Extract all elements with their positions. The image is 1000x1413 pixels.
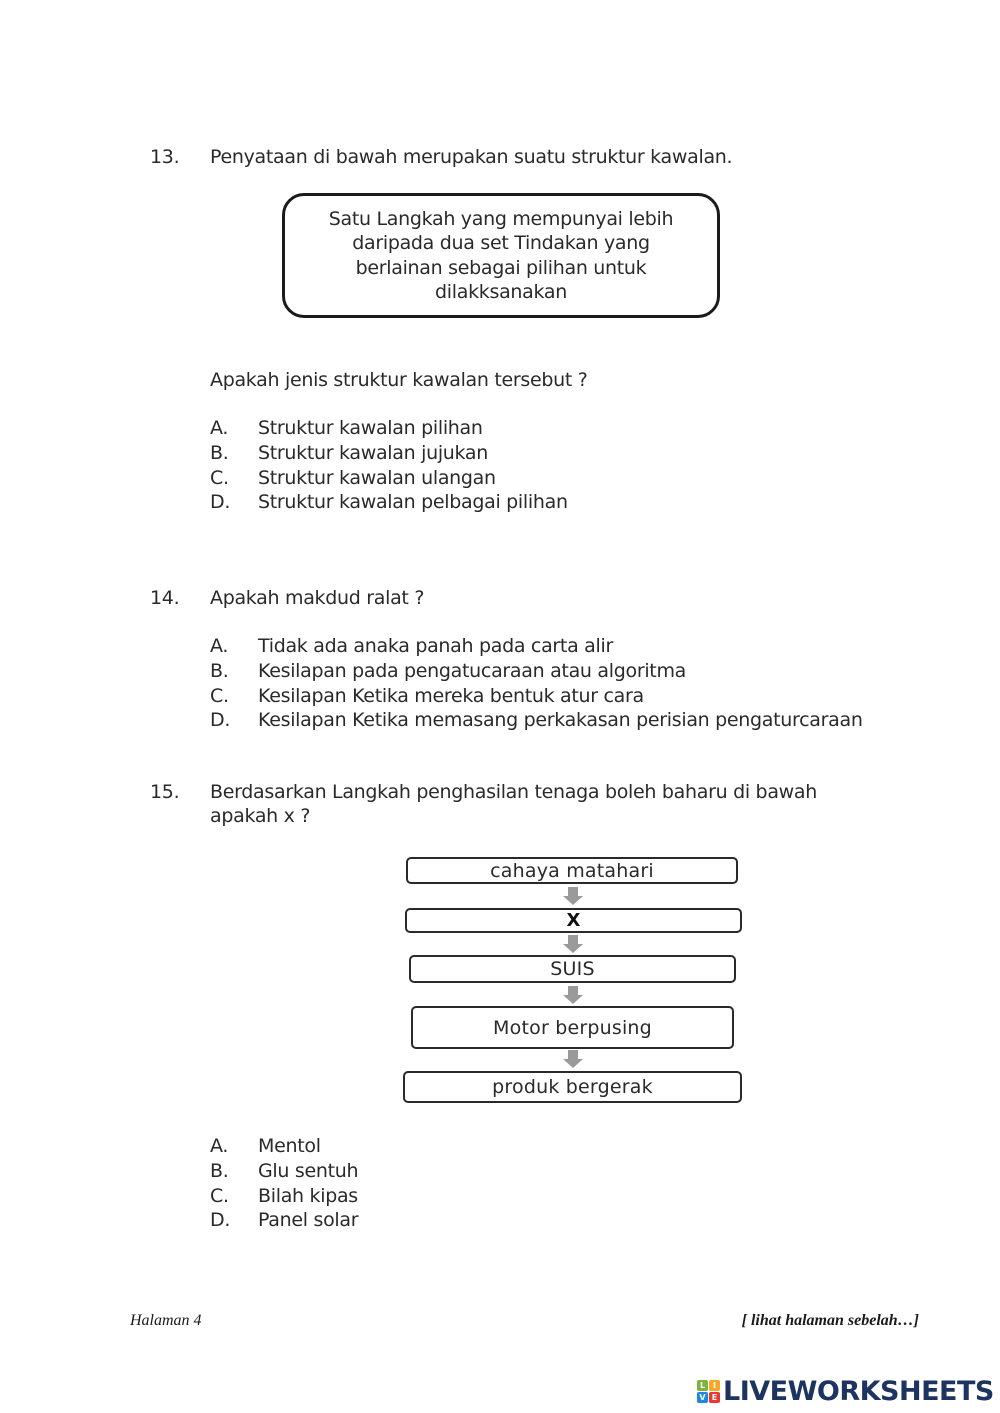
down-arrow-icon bbox=[563, 887, 583, 905]
question-13-number: 13. bbox=[150, 146, 180, 168]
liveworksheets-logo bbox=[697, 1378, 994, 1405]
logo-cell-i: I bbox=[709, 1380, 720, 1391]
logo-wordmark: LIVEWORKSHEETS bbox=[723, 1376, 994, 1407]
control-structure-statement-box bbox=[282, 193, 720, 318]
option-letter: D. bbox=[210, 709, 231, 731]
option-letter: A. bbox=[210, 1135, 229, 1157]
statement-line: Satu Langkah yang mempunyai lebih bbox=[328, 207, 674, 230]
question-15-number: 15. bbox=[150, 781, 180, 803]
option-letter: D. bbox=[210, 1209, 231, 1231]
question-13-stem: Penyataan di bawah merupakan suatu struktur kawalan. bbox=[210, 146, 733, 168]
down-arrow-icon bbox=[563, 935, 583, 953]
option-letter: D. bbox=[210, 491, 231, 513]
option-letter: C. bbox=[210, 467, 229, 489]
page-number-label: Halaman 4 bbox=[130, 1312, 202, 1329]
live-blocks-icon bbox=[697, 1380, 720, 1403]
logo-cell-l: L bbox=[697, 1380, 708, 1391]
option-d-text: Struktur kawalan pelbagai pilihan bbox=[258, 491, 568, 513]
flow-step-switch: SUIS bbox=[409, 955, 736, 983]
flow-step-motor: Motor berpusing bbox=[411, 1006, 734, 1049]
question-13-prompt: Apakah jenis struktur kawalan tersebut ? bbox=[210, 369, 588, 391]
down-arrow-icon bbox=[563, 986, 583, 1004]
down-arrow-icon bbox=[563, 1050, 583, 1068]
option-a-text: Tidak ada anaka panah pada carta alir bbox=[258, 635, 613, 657]
option-letter: A. bbox=[210, 417, 229, 439]
option-b-text: Glu sentuh bbox=[258, 1160, 359, 1182]
option-c-text: Kesilapan Ketika mereka bentuk atur cara bbox=[258, 685, 644, 707]
logo-cell-e: E bbox=[709, 1392, 720, 1403]
question-14-stem: Apakah makdud ralat ? bbox=[210, 587, 425, 609]
option-letter: B. bbox=[210, 660, 229, 682]
statement-line: daripada dua set Tindakan yang bbox=[352, 232, 650, 254]
option-a-text: Struktur kawalan pilihan bbox=[258, 417, 483, 439]
option-d-text: Kesilapan Ketika memasang perkakasan perisian pengaturcaraan bbox=[258, 709, 863, 731]
statement-line: berlainan sebagai pilihan untuk bbox=[355, 256, 647, 279]
question-15-stem-line-1: Berdasarkan Langkah penghasilan tenaga boleh baharu di bawah bbox=[210, 781, 817, 803]
option-letter: B. bbox=[210, 1160, 229, 1182]
flow-step-sunlight: cahaya matahari bbox=[406, 857, 738, 884]
option-letter: A. bbox=[210, 635, 229, 657]
statement-line: dilakksanakan bbox=[435, 281, 567, 303]
flow-step-product-moves: produk bergerak bbox=[403, 1071, 742, 1103]
option-letter: C. bbox=[210, 1185, 229, 1207]
option-c-text: Bilah kipas bbox=[258, 1185, 358, 1207]
option-letter: C. bbox=[210, 685, 229, 707]
question-14-number: 14. bbox=[150, 587, 180, 609]
option-d-text: Panel solar bbox=[258, 1209, 359, 1231]
next-page-note: [ lihat halaman sebelah…] bbox=[741, 1312, 919, 1329]
logo-cell-v: V bbox=[697, 1392, 708, 1403]
option-letter: B. bbox=[210, 442, 229, 464]
option-a-text: Mentol bbox=[258, 1135, 321, 1157]
option-c-text: Struktur kawalan ulangan bbox=[258, 467, 496, 489]
option-b-text: Struktur kawalan jujukan bbox=[258, 442, 489, 464]
flow-step-x-unknown: X bbox=[405, 908, 742, 933]
question-15-stem-line-2: apakah x ? bbox=[210, 805, 311, 827]
option-b-text: Kesilapan pada pengatucaraan atau algoritma bbox=[258, 660, 687, 682]
